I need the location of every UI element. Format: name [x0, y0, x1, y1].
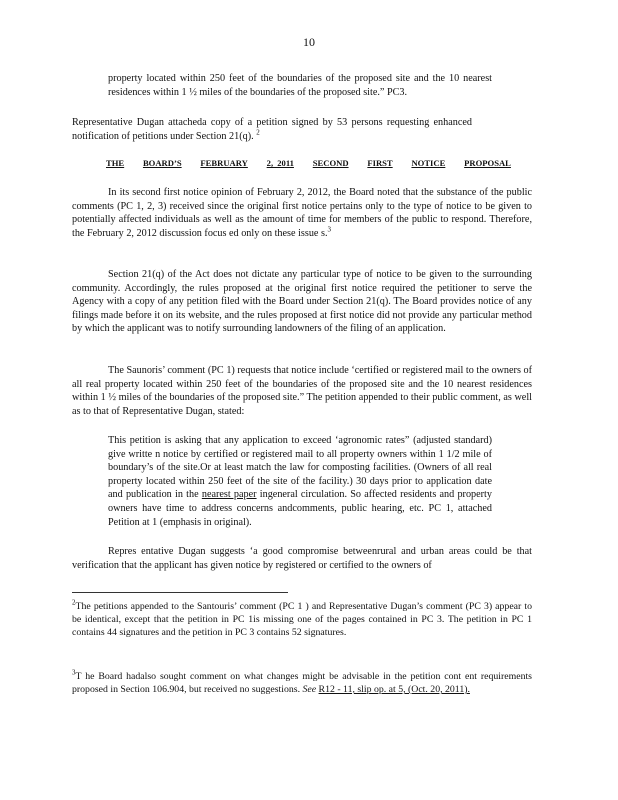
petition-block-quote — [108, 434, 492, 529]
heading-word: FEBRUARY — [200, 158, 248, 168]
footnote-3-number: 3 — [72, 668, 76, 677]
footnote-2-number: 2 — [72, 598, 76, 607]
footnote-3-citation: R12 - 11, slip op. at 5, (Oct. 20, 2011). — [318, 684, 470, 695]
heading-word: BOARD’S — [142, 158, 182, 168]
second-notice-text: In its second first notice opinion of February 2, 2012, the Board noted that the substance of the public comments (PC 1, 2, 3) received since the original first notice pertains only to the type of notice to be given to potentially affected individuals as well as the amount of time for members of the public to respond. Therefore, the February 2, 2012 discussion focus ed only on these issue s. — [72, 187, 532, 239]
dugan-petition-text: Representative Dugan attacheda copy of a petition signed by 53 persons requesting enhanced notification of petitions under Section 21(q). — [72, 117, 472, 142]
quote-underlined-text: nearest paper — [201, 489, 257, 501]
dugan-suggestion-paragraph: Repres entative Dugan suggests ‘a good compromise betweenrural and urban areas could be that verification that the applicant has given notice by registered or certified to the owners of — [72, 546, 532, 571]
saunoris-comment-paragraph: The Saunoris’ comment (PC 1) requests that notice include ‘certified or registered mail to the owners of all real property located within 250 feet of the boundaries of the proposed site and the 10 nearest residences within 1 ½ miles of the boundaries of the proposed site.” The petition appended to their public comment, as well as to that of Representative Dugan, stated: — [72, 365, 532, 417]
continued-quote-paragraph: property located within 250 feet of the boundaries of the proposed site and the 10 nearest residences within 1 ½ miles of the boundaries of the proposed site.” PC3. — [108, 73, 492, 98]
quote-text-1: This petition is asking that any application to exceed ‘agronomic rates” (adjusted standard) give writte n notice by certified or registered mail to all property owners within 1 1/2 mile of boundary’s of the site.Or at least match the law for composting facilities. (Owners of all real property located within 250 feet of the site of the facility.) 30 days prior to application date and publication in the — [108, 435, 492, 501]
heading-word: SECOND — [312, 158, 349, 168]
dugan-petition-paragraph — [72, 116, 472, 143]
heading-word: 2, 2011 — [266, 158, 294, 168]
footnote-ref-3: 3 — [327, 225, 332, 234]
heading-word: THE — [106, 158, 125, 168]
heading-word: PROPOSAL — [464, 158, 511, 168]
footnote-divider — [72, 592, 288, 593]
quote-text-2: ingeneral circulation. So affected residents and property owners have time to address concerns andcomments, public hearing, etc. PC 1, attached Petition at 1 (emphasis in original). — [108, 489, 492, 528]
footnote-3-text: T he Board hadalso sought comment on what changes might be advisable in the petition cont ent requirements proposed in Section 106.904, but received no suggestions. — [72, 671, 532, 695]
second-notice-paragraph — [72, 186, 532, 240]
section-21q-paragraph: Section 21(q) of the Act does not dictate any particular type of notice to be given to the surrounding community. Accordingly, the rules proposed at the original first notice required the petitioner to serve the Agency with a copy of any petition filed with the Board under Section 21(q). The Board provides notice of any filings made before it on its website, and the rules proposed at first notice did not provide any particular method by which the applicant was to notify surrounding landowners of the filing of an application. — [72, 269, 532, 335]
heading-word: FIRST — [367, 158, 393, 168]
page-number: 10 — [303, 35, 315, 49]
section-heading — [106, 158, 511, 168]
footnote-3 — [72, 670, 532, 696]
footnote-3-see: See — [302, 684, 317, 695]
heading-word: NOTICE — [411, 158, 446, 168]
footnote-ref-2: 2 — [256, 128, 260, 137]
footnote-2-text: The petitions appended to the Santouris’ comment (PC 1 ) and Representative Dugan’s comment (PC 3) appear to be identical, except that the petition in PC 1is missing one of the pages contained in PC 3. The petition in PC 1 contains 44 signatures and the petition in PC 3 contains 52 signatures. — [72, 601, 532, 638]
footnote-2 — [72, 600, 532, 639]
